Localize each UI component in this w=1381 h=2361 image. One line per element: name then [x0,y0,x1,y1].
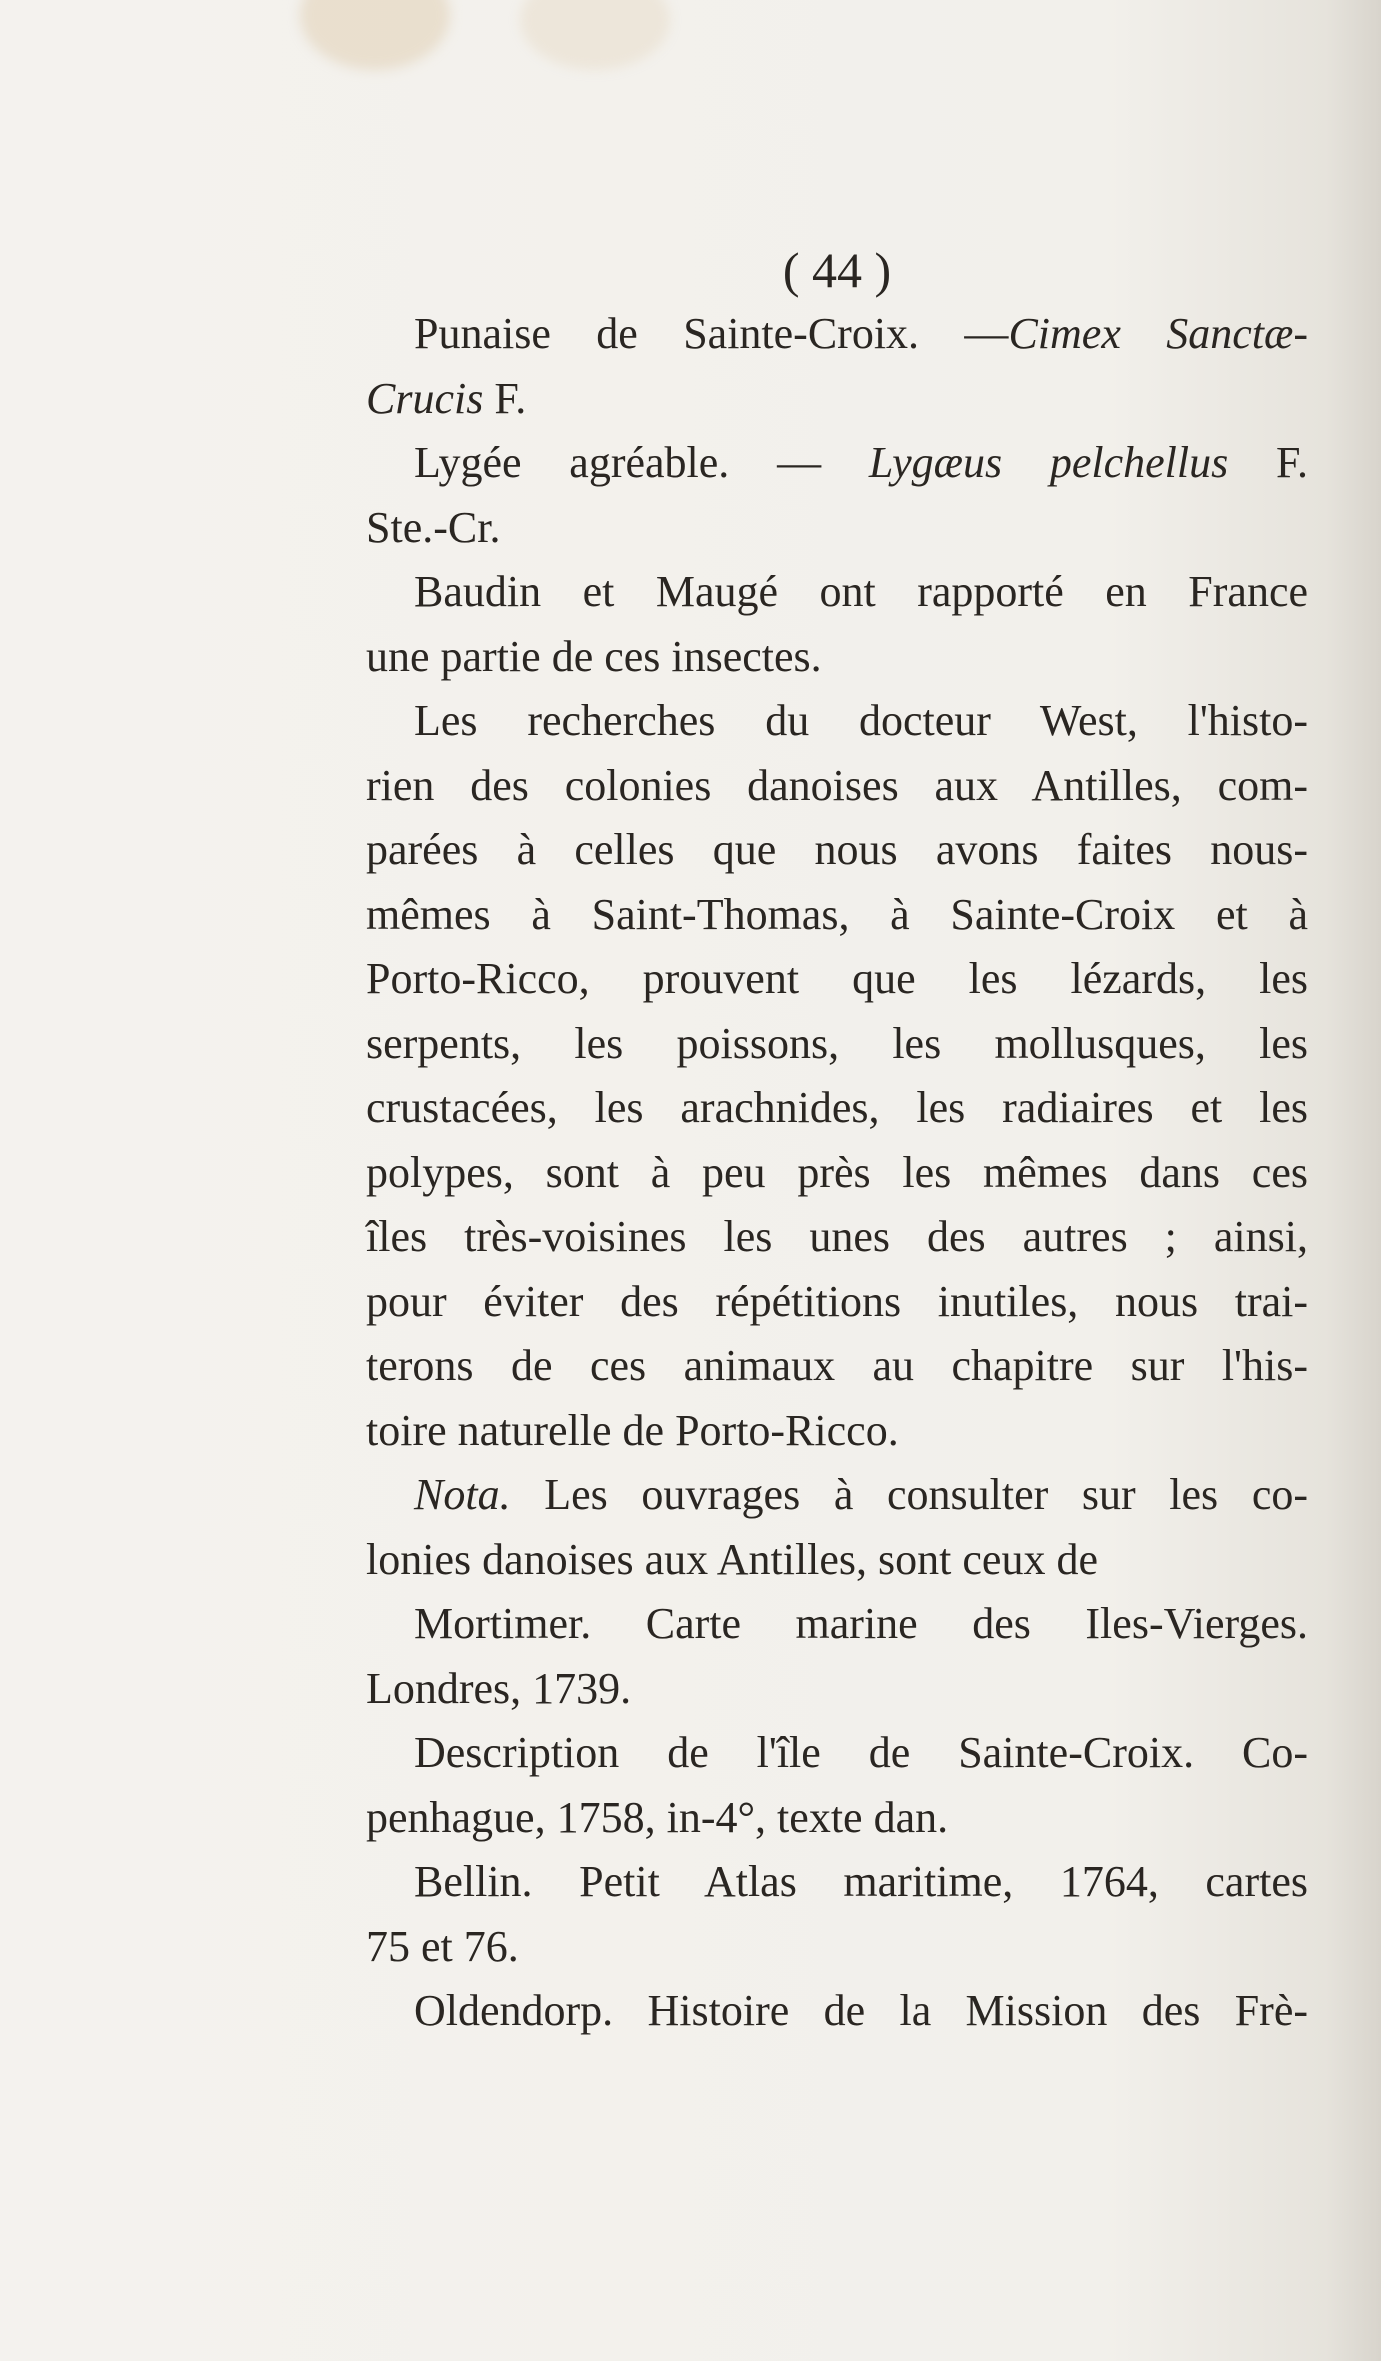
text-line [366,1012,1308,1077]
line-text: 75 et 76. [366,1921,519,1971]
line-text: lonies danoises aux Antilles, sont ceux de [366,1534,1098,1584]
line-text: crustacées, les arachnides, les radiaires et les [366,1083,1308,1132]
paragraph [366,560,1308,689]
line-text: Ste.-Cr. [366,502,501,552]
text-line [366,1721,1308,1786]
line-text: Les recherches du docteur West, l'histo- [414,696,1308,745]
line-text: Description de l'île de Sainte-Croix. Co- [414,1728,1308,1777]
line-text: Lygée agréable. — [414,438,869,487]
text-line [366,1463,1308,1528]
line-text: Baudin et Maugé ont rapporté en France [414,567,1308,616]
line-text: Porto-Ricco, prouvent que les lézards, les [366,954,1308,1003]
text-line [366,1270,1308,1335]
text-line [366,302,1308,367]
italic-text: Nota. [414,1470,511,1519]
italic-text: Lygæus pelchellus [868,438,1229,487]
paragraph [366,1592,1308,1721]
line-text: Mortimer. Carte marine des Iles-Vierges. [414,1599,1308,1648]
line-text: terons de ces animaux au chapitre sur l'his- [366,1341,1308,1390]
text-line [366,1592,1308,1657]
line-text: une partie de ces insectes. [366,631,822,681]
text-line [366,1979,1308,2044]
paragraph [366,1979,1308,2044]
line-text: serpents, les poissons, les mollusques, les [366,1018,1308,1068]
text-line [366,1657,1308,1722]
paragraph [366,1721,1308,1850]
text-line [366,947,1308,1012]
text-line [366,431,1308,496]
italic-text: Crucis [366,373,484,423]
line-text: parées à celles que nous avons faites nous- [366,825,1308,874]
text-line [366,1850,1308,1915]
line-text: toire naturelle de Porto-Ricco. [366,1405,899,1455]
text-line [366,1915,1308,1980]
text-line [366,1786,1308,1851]
paper-stain [300,0,450,70]
italic-text: Cimex Sanctæ- [1008,309,1308,358]
line-text: Les ouvrages à consulter sur les co- [510,1470,1308,1519]
text-line [366,367,1308,432]
line-text: pour éviter des répétitions inutiles, nous trai- [366,1276,1308,1326]
text-line [366,560,1308,625]
paragraph [366,1850,1308,1979]
text-line [366,1334,1308,1399]
text-line [366,1141,1308,1206]
page-number: ( 44 ) [782,242,892,298]
text-line [366,496,1308,561]
line-text: îles très-voisines les unes des autres ; ainsi, [366,1212,1308,1261]
text-line [366,1399,1308,1464]
paper-stain [520,0,670,70]
paragraph [366,689,1308,1463]
line-text: F. [483,373,527,423]
text-line [366,818,1308,883]
line-text: penhague, 1758, in-4°, texte dan. [366,1792,949,1842]
paragraph [366,431,1308,560]
line-text: Oldendorp. Histoire de la Mission des Frè- [414,1986,1308,2035]
line-text: F. [1228,438,1308,487]
body-text [366,302,1308,2044]
text-line [366,754,1308,819]
paragraph [366,1463,1308,1592]
line-text: Londres, 1739. [366,1663,632,1713]
line-text: mêmes à Saint-Thomas, à Sainte-Croix et à [366,889,1308,939]
line-text: rien des colonies danoises aux Antilles, com- [366,760,1308,810]
text-line [366,1528,1308,1593]
line-text: Punaise de Sainte-Croix. — [414,309,1009,358]
line-text: polypes, sont à peu près les mêmes dans ces [366,1147,1308,1197]
text-line [366,625,1308,690]
paragraph [366,302,1308,431]
text-column [366,240,1308,2044]
text-line [366,1205,1308,1270]
text-line [366,883,1308,948]
text-line [366,1076,1308,1141]
line-text: Bellin. Petit Atlas maritime, 1764, cartes [414,1857,1308,1906]
text-line [366,689,1308,754]
